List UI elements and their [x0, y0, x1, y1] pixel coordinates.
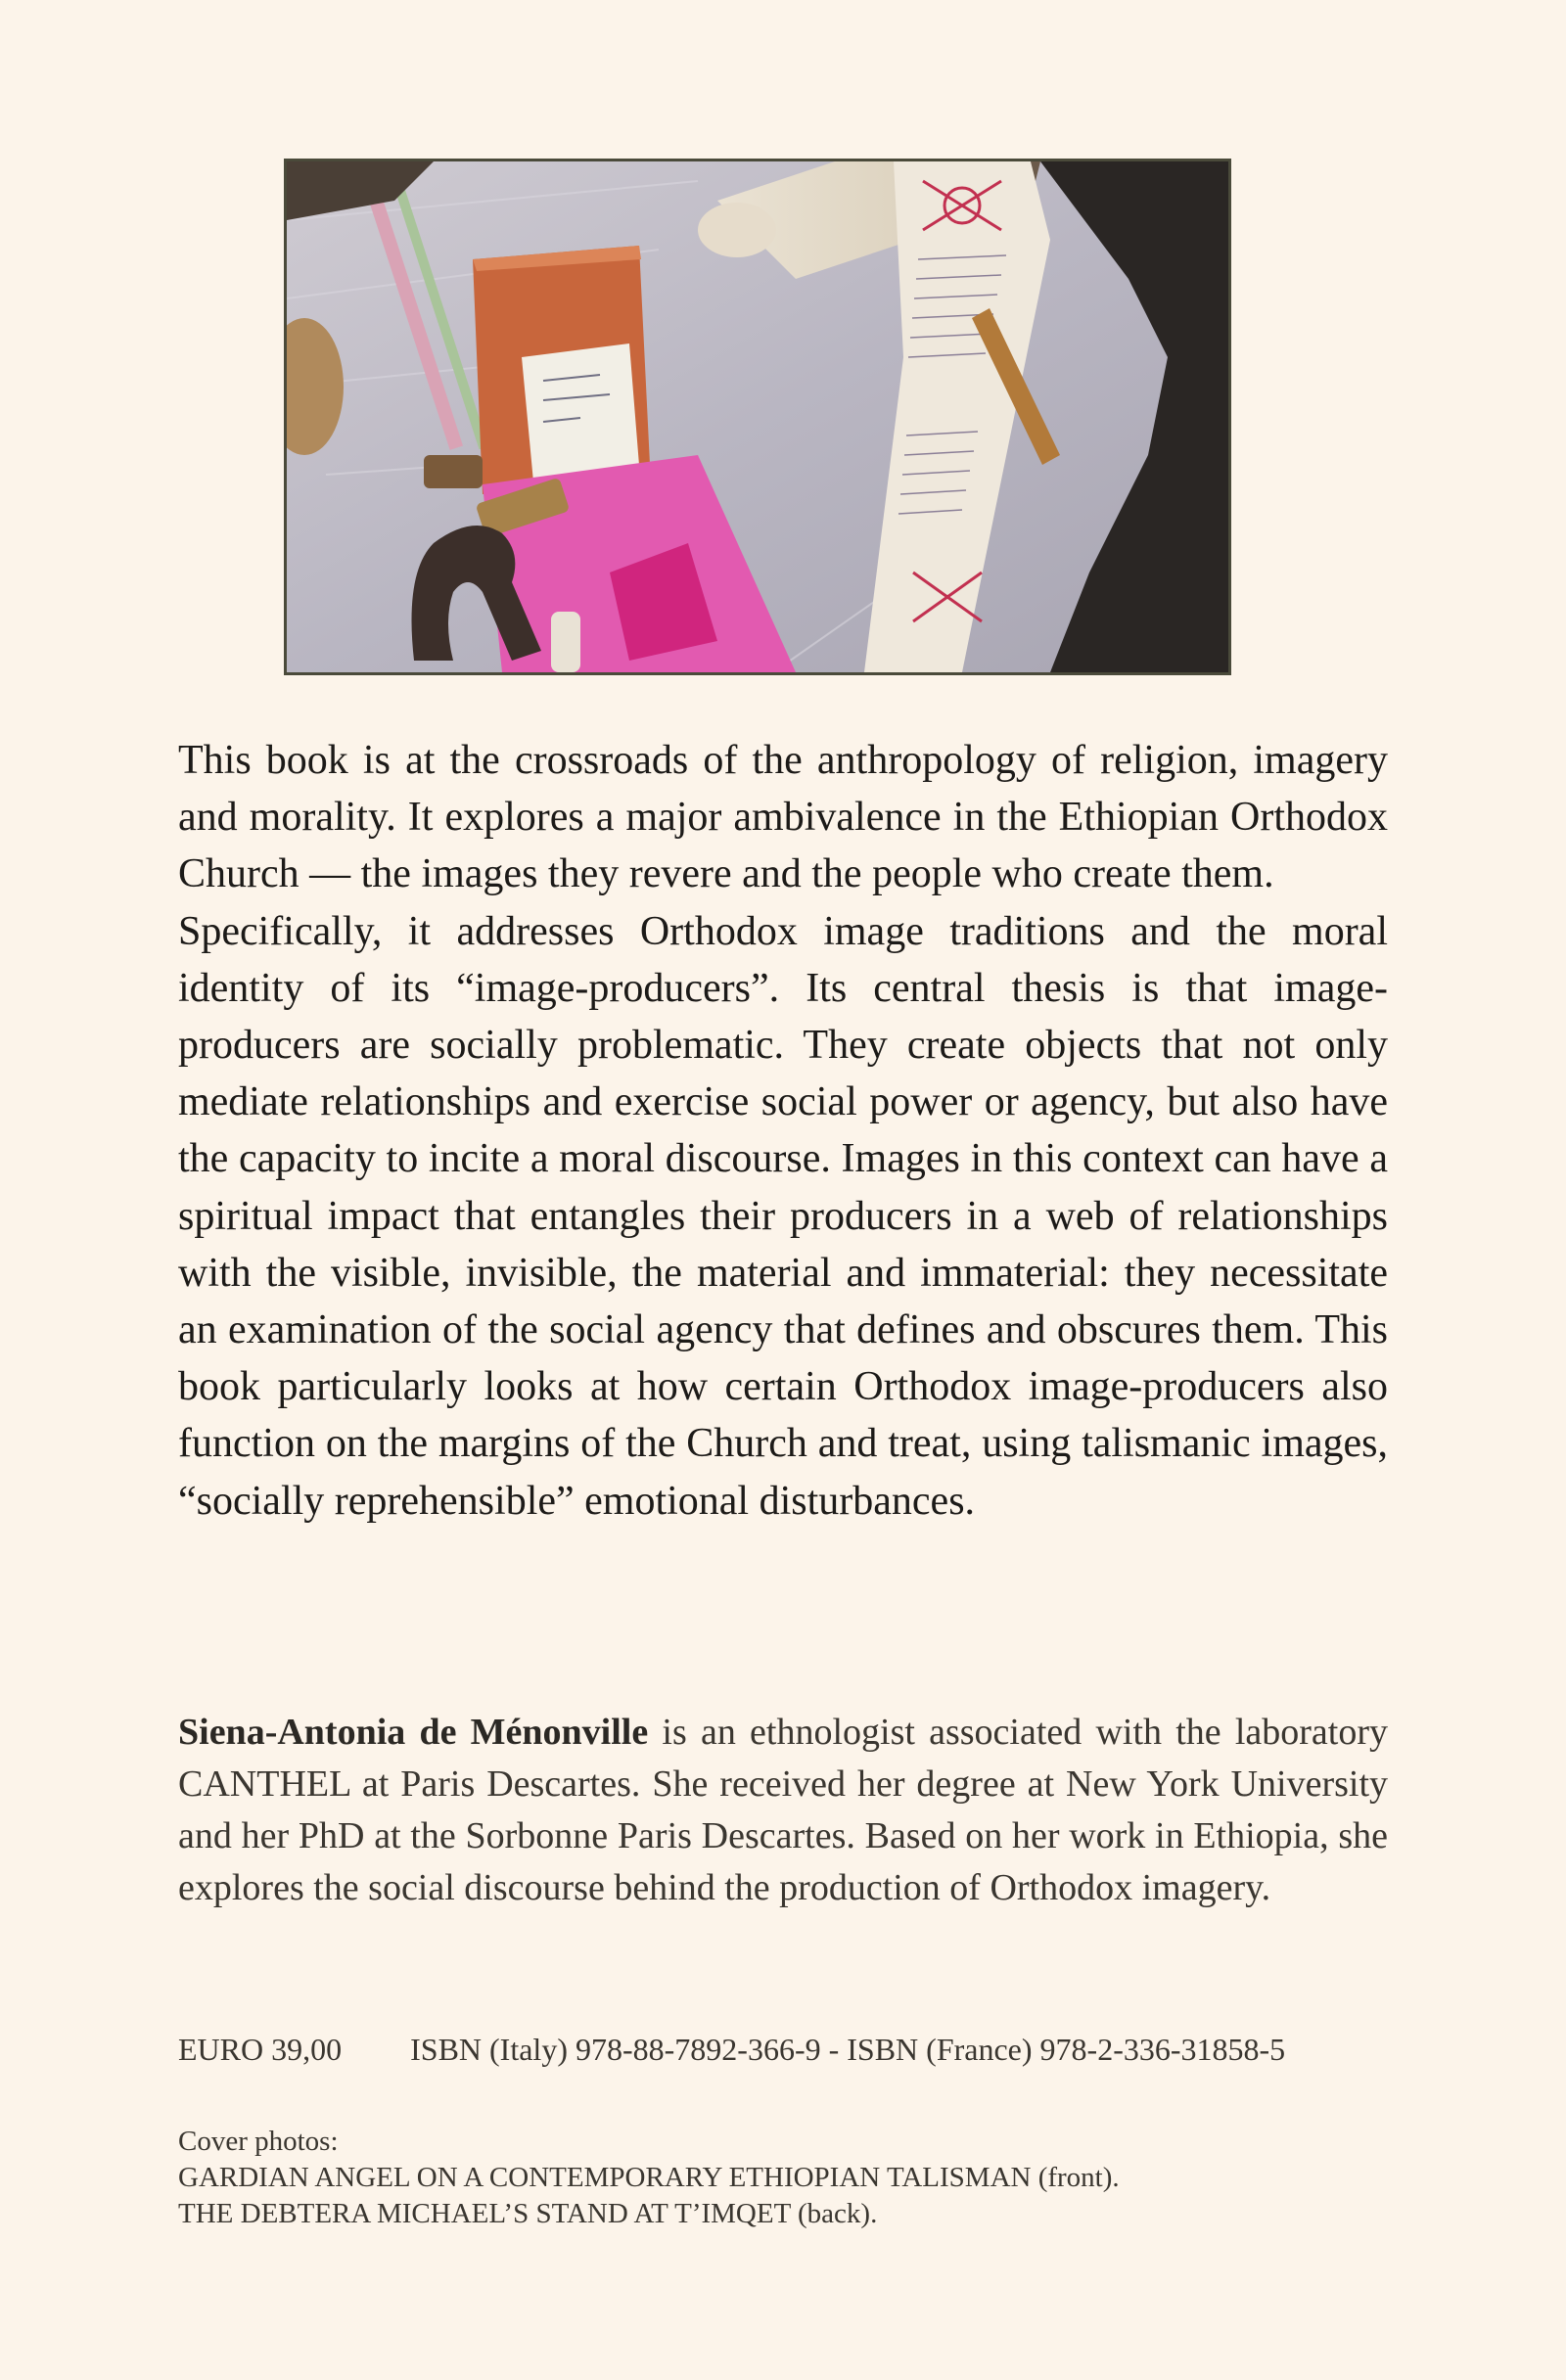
author-bio	[178, 1707, 1388, 1914]
cover-photo-talismans-icon	[287, 161, 1228, 672]
author-bio-text: is an ethnologist associated with the laboratory CANTHEL at Paris Descartes. She received her degree at New York University and her PhD at the Sorbonne Paris Descartes. Based on her work in Ethiopia, she explores the social discourse behind the production of Orthodox imagery.	[178, 1712, 1389, 1908]
cover-photo	[284, 159, 1231, 675]
price-isbn-line	[178, 2032, 1388, 2068]
book-blurb	[178, 732, 1388, 1530]
credits-line-front: GARDIAN ANGEL ON A CONTEMPORARY ETHIOPIAN TALISMAN (front).	[178, 2162, 1120, 2193]
price: EURO 39,00	[178, 2032, 343, 2067]
blurb-paragraph-1: This book is at the crossroads of the anthropology of religion, imagery and morality. It explores a major ambivalence in the Ethiopian Orthodox Church — the images they revere and the people who create them.	[178, 738, 1388, 897]
credits-heading: Cover photos:	[178, 2126, 339, 2157]
isbn: ISBN (Italy) 978-88-7892-366-9 - ISBN (France) 978-2-336-31858-5	[410, 2032, 1286, 2067]
author-name: Siena-Antonia de Ménonville	[178, 1712, 649, 1753]
cover-photo-credits	[178, 2124, 1388, 2232]
credits-line-back: THE DEBTERA MICHAEL’S STAND AT T’IMQET (back).	[178, 2198, 878, 2229]
blurb-paragraph-2: Specifically, it addresses Orthodox image traditions and the moral identity of its “image-producers”. Its central thesis is that image-producers are socially problematic. They create objects that not only mediate relationships and exercise social power or agency, but also have the capacity to incite a moral discourse. Images in this context can have a spiritual impact that entangles their producers in a web of relationships with the visible, invisible, the material and immaterial: they necessitate an examination of the social agency that defines and obscures them. This book particularly looks at how certain Orthodox image-producers also function on the margins of the Church and treat, using talismanic images, “socially reprehensible” emotional disturbances.	[178, 908, 1388, 1524]
